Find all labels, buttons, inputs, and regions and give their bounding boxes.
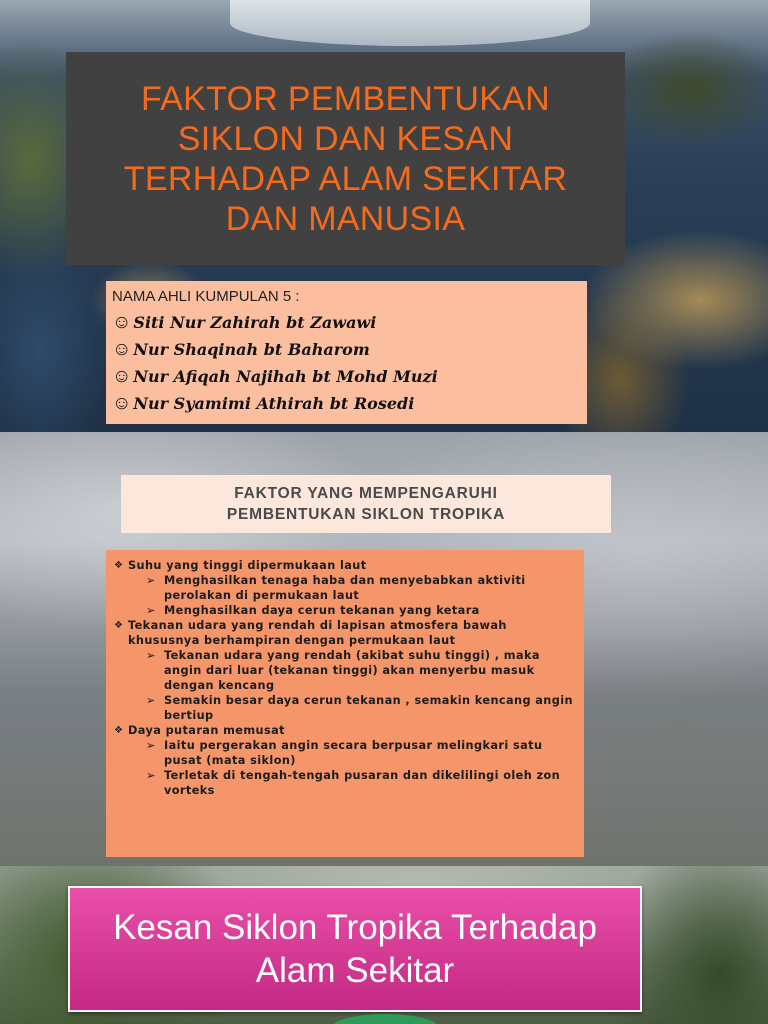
presentation-title: FAKTOR PEMBENTUKAN SIKLON DAN KESAN TERHADAP ALAM SEKITAR DAN MANUSIA — [123, 79, 568, 238]
group-members-box — [106, 281, 587, 424]
title-box — [66, 52, 625, 265]
diamond-bullet-icon: ❖ — [114, 560, 124, 571]
factor-subtext: Tekanan udara yang rendah (akibat suhu tinggi) , maka angin dari luar (tekanan tinggi) akan menyerbu masuk dengan kencang — [164, 649, 540, 692]
polar-ice-decoration — [230, 0, 590, 46]
slide-factors-cloudy-sky — [0, 432, 768, 866]
factor-subtext: Menghasilkan daya cerun tekanan yang ketara — [164, 604, 480, 617]
member-name: Nur Afiqah Najihah bt Mohd Muzi — [133, 367, 438, 386]
green-shape-decoration — [330, 1014, 440, 1024]
member-item — [112, 309, 581, 336]
effects-title-box — [68, 886, 642, 1012]
factor-subtext: Terletak di tengah-tengah pusaran dan dikelilingi oleh zon vorteks — [164, 769, 561, 797]
arrow-bullet-icon: ➢ — [146, 694, 156, 707]
member-name: Nur Shaqinah bt Baharom — [133, 340, 370, 359]
arrow-bullet-icon: ➢ — [146, 769, 156, 782]
effects-title: Kesan Siklon Tropika Terhadap Alam Sekitar — [113, 908, 597, 990]
factors-content-box — [106, 550, 584, 857]
diamond-bullet-icon: ❖ — [114, 620, 124, 631]
factor-subitem — [114, 603, 576, 618]
member-item — [112, 390, 581, 417]
factors-heading: FAKTOR YANG MEMPENGARUHI PEMBENTUKAN SIKLON TROPIKA — [226, 485, 506, 523]
factor-item — [114, 723, 576, 738]
slide-title-world-map — [0, 0, 768, 432]
factor-subtext: Semakin besar daya cerun tekanan , semakin kencang angin bertiup — [164, 694, 573, 722]
factor-item — [114, 618, 576, 648]
arrow-bullet-icon: ➢ — [146, 649, 156, 662]
member-item — [112, 336, 581, 363]
factor-subitem — [114, 693, 576, 723]
arrow-bullet-icon: ➢ — [146, 574, 156, 587]
diamond-bullet-icon: ❖ — [114, 725, 124, 736]
factor-text: Daya putaran memusat — [128, 724, 285, 737]
member-name: Siti Nur Zahirah bt Zawawi — [133, 313, 377, 332]
members-label: NAMA AHLI KUMPULAN 5 : — [112, 288, 300, 305]
smiley-icon: ☺ — [112, 393, 132, 414]
smiley-icon: ☺ — [112, 312, 132, 333]
factor-subitem — [114, 648, 576, 693]
arrow-bullet-icon: ➢ — [146, 739, 156, 752]
smiley-icon: ☺ — [112, 339, 132, 360]
factor-text: Suhu yang tinggi dipermukaan laut — [128, 559, 367, 572]
factor-subitem — [114, 768, 576, 798]
smiley-icon: ☺ — [112, 366, 132, 387]
factor-subtext: Menghasilkan tenaga haba dan menyebabkan aktiviti perolakan di permukaan laut — [164, 574, 526, 602]
factor-item — [114, 558, 576, 573]
arrow-bullet-icon: ➢ — [146, 604, 156, 617]
factor-subtext: Iaitu pergerakan angin secara berpusar melingkari satu pusat (mata siklon) — [164, 739, 543, 767]
member-name: Nur Syamimi Athirah bt Rosedi — [133, 394, 415, 413]
factor-subitem — [114, 738, 576, 768]
member-item — [112, 363, 581, 390]
factor-text: Tekanan udara yang rendah di lapisan atmosfera bawah khususnya berhampiran dengan permukaan laut — [128, 619, 507, 647]
factors-heading-box — [121, 475, 611, 533]
factor-subitem — [114, 573, 576, 603]
slide-effects-palm-storm — [0, 866, 768, 1024]
